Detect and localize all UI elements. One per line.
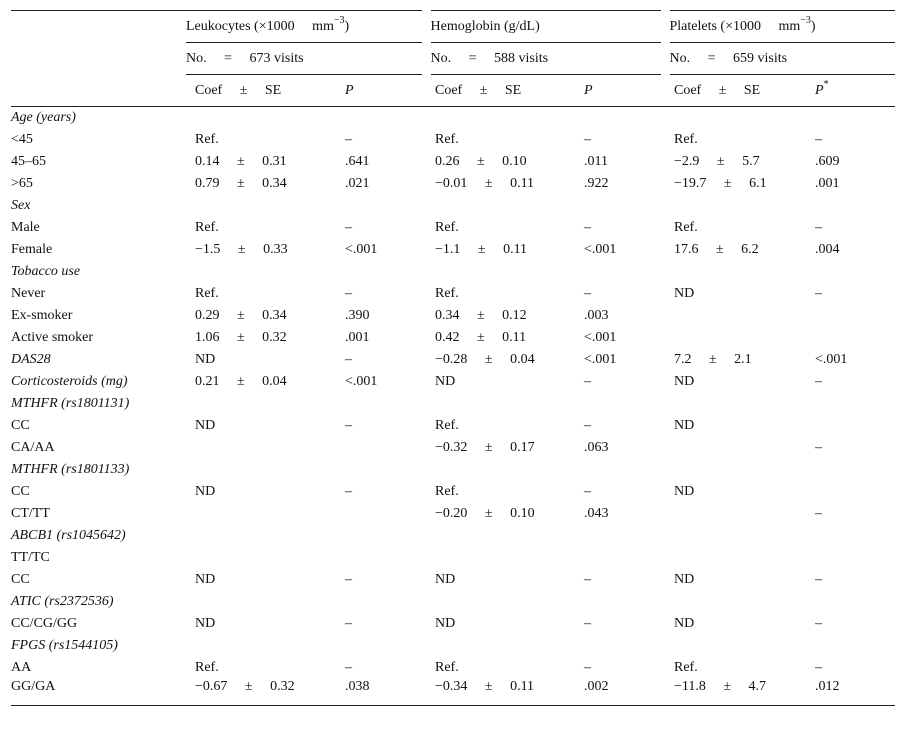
coef-se-cell: Ref.: [195, 660, 219, 675]
group-header-leukocytes: Leukocytes (×1000 $mm^{-3}$): [186, 11, 426, 43]
row-label: CC: [11, 484, 30, 499]
coef-se-cell: Ref.: [435, 286, 459, 301]
p-value-cell: [345, 547, 426, 569]
sample-size-row: [11, 43, 895, 75]
p-value-cell: [815, 195, 895, 217]
coef-se-cell: [186, 635, 345, 657]
coef-se-cell: −19.7 ± 6.1: [674, 176, 767, 191]
coef-se-cell: Ref.: [195, 220, 219, 235]
section-label: Sex: [11, 198, 31, 213]
coef-se-cell: ND: [435, 374, 456, 389]
coef-se-cell: −0.01 ± 0.11: [435, 176, 535, 191]
section-row: [11, 107, 895, 130]
table-row: [11, 481, 895, 503]
p-value-cell: .002: [584, 679, 609, 694]
coef-se-cell: [426, 459, 584, 481]
coef-se-cell: [426, 107, 584, 130]
p-value-cell: <.001: [584, 330, 617, 345]
coef-se-cell: Ref.: [435, 660, 459, 675]
p-value-cell: –: [345, 132, 352, 147]
coef-se-cell: [186, 261, 345, 283]
coef-se-cell: Ref.: [674, 660, 698, 675]
coef-se-cell: ND: [435, 572, 456, 587]
section-label: Corticosteroids (mg): [11, 374, 128, 389]
coef-se-cell: 1.06 ± 0.32: [195, 330, 287, 345]
p-value-cell: –: [584, 616, 591, 631]
table-row: [11, 327, 895, 349]
p-value-cell: .003: [584, 308, 609, 323]
p-value-cell: [815, 459, 895, 481]
p-value-cell: [815, 393, 895, 415]
p-value-cell: –: [815, 572, 822, 587]
p-value-cell: –: [815, 286, 822, 301]
p-value-cell: [584, 591, 665, 613]
p-value-cell: [345, 107, 426, 130]
coef-se-cell: [665, 437, 815, 459]
section-row: [11, 591, 895, 613]
section-row: [11, 635, 895, 657]
p-value-cell: .038: [345, 679, 370, 694]
p-value-cell: [584, 195, 665, 217]
section-row: [11, 195, 895, 217]
p-value-cell: [584, 635, 665, 657]
coef-se-cell: −0.28 ± 0.04: [435, 352, 535, 367]
coef-se-cell: −11.8 ± 4.7: [674, 679, 767, 694]
coef-se-cell: −0.20 ± 0.10: [435, 506, 535, 521]
p-value-cell: [815, 635, 895, 657]
p-value-cell: .021: [345, 176, 370, 191]
p-value-cell: [345, 393, 426, 415]
coef-se-cell: ND: [674, 484, 695, 499]
table-row: [11, 371, 895, 393]
p-star-header: P*: [815, 78, 829, 98]
table-row: [11, 437, 895, 459]
p-value-cell: –: [584, 374, 591, 389]
coef-se-cell: 0.29 ± 0.34: [195, 308, 287, 323]
table-row: [11, 569, 895, 591]
coef-se-cell: 0.42 ± 0.11: [435, 330, 527, 345]
coef-se-cell: [186, 195, 345, 217]
coef-se-cell: −0.67 ± 0.32: [195, 679, 295, 694]
row-label: >65: [11, 176, 33, 191]
section-label: ABCB1 (rs1045642): [11, 528, 126, 543]
coef-se-cell: Ref.: [435, 484, 459, 499]
p-value-cell: .012: [815, 679, 840, 694]
p-value-cell: [815, 415, 895, 437]
p-value-cell: [345, 437, 426, 459]
p-value-cell: [815, 261, 895, 283]
section-label: DAS28: [11, 352, 51, 367]
coef-se-cell: 0.14 ± 0.31: [195, 154, 287, 169]
p-value-cell: [815, 525, 895, 547]
coef-se-cell: [186, 591, 345, 613]
coef-se-cell: [186, 393, 345, 415]
p-value-cell: [345, 525, 426, 547]
section-row: [11, 393, 895, 415]
row-label: Female: [11, 242, 53, 257]
table-row: [11, 129, 895, 151]
coef-se-cell: [186, 547, 345, 569]
p-value-cell: –: [815, 440, 822, 455]
p-value-cell: <.001: [345, 242, 378, 257]
p-value-cell: [815, 591, 895, 613]
p-value-cell: [815, 327, 895, 349]
row-label: TT/TC: [11, 550, 50, 565]
row-label: CA/AA: [11, 440, 55, 455]
coef-se-cell: [186, 459, 345, 481]
row-label: CC: [11, 572, 30, 587]
p-value-cell: [584, 261, 665, 283]
coef-se-cell: [426, 547, 584, 569]
table-row: [11, 657, 895, 679]
group-header-platelets: Platelets (×1000 $mm^{-3}$): [665, 11, 895, 43]
p-value-cell: .390: [345, 308, 370, 323]
p-value-cell: [345, 591, 426, 613]
sample-size-leukocytes: No. = 673 visits: [186, 43, 426, 75]
p-value-cell: –: [815, 506, 822, 521]
p-value-cell: .641: [345, 154, 370, 169]
p-value-cell: –: [584, 418, 591, 433]
p-value-cell: [584, 107, 665, 130]
coef-se-cell: [186, 437, 345, 459]
coef-se-cell: ND: [674, 286, 695, 301]
p-value-cell: .001: [815, 176, 840, 191]
coef-se-header: Coef ± SE: [435, 82, 522, 98]
coef-se-cell: ND: [195, 418, 216, 433]
section-label: Tobacco use: [11, 264, 81, 279]
p-value-cell: –: [815, 220, 822, 235]
p-value-cell: <.001: [584, 352, 617, 367]
coef-se-cell: 7.2 ± 2.1: [674, 352, 752, 367]
p-value-cell: [584, 459, 665, 481]
coef-se-cell: [665, 503, 815, 525]
coef-se-cell: [665, 261, 815, 283]
p-value-cell: [815, 107, 895, 130]
coef-se-cell: [426, 195, 584, 217]
group-header-hemoglobin: Hemoglobin (g/dL): [426, 11, 665, 43]
row-label: <45: [11, 132, 33, 147]
p-value-cell: –: [345, 352, 352, 367]
coef-se-cell: 0.26 ± 0.10: [435, 154, 527, 169]
coef-se-cell: ND: [435, 616, 456, 631]
p-value-cell: –: [345, 220, 352, 235]
coef-se-cell: −1.1 ± 0.11: [435, 242, 528, 257]
p-value-cell: [345, 261, 426, 283]
coef-se-cell: [186, 503, 345, 525]
p-value-cell: [584, 525, 665, 547]
row-label: Ex-smoker: [11, 308, 73, 323]
coef-se-cell: ND: [195, 616, 216, 631]
p-value-cell: –: [345, 616, 352, 631]
regression-table: [11, 10, 895, 706]
row-label: CC/CG/GG: [11, 616, 78, 631]
coef-se-cell: 0.34 ± 0.12: [435, 308, 527, 323]
table-row: [11, 305, 895, 327]
coef-se-cell: −1.5 ± 0.33: [195, 242, 288, 257]
section-row: [11, 261, 895, 283]
row-label: Never: [11, 286, 46, 301]
p-value-cell: .063: [584, 440, 609, 455]
p-value-cell: <.001: [584, 242, 617, 257]
coef-se-cell: Ref.: [195, 286, 219, 301]
coef-se-cell: [665, 459, 815, 481]
row-label: 45–65: [11, 154, 46, 169]
coef-se-cell: −0.34 ± 0.11: [435, 679, 535, 694]
p-value-cell: [815, 547, 895, 569]
row-label: CT/TT: [11, 506, 50, 521]
coef-se-cell: Ref.: [195, 132, 219, 147]
section-row: [11, 525, 895, 547]
section-label: Age (years): [11, 110, 76, 125]
p-value-cell: .043: [584, 506, 609, 521]
p-value-cell: [584, 547, 665, 569]
p-value-cell: –: [345, 286, 352, 301]
coef-se-cell: ND: [195, 484, 216, 499]
coef-se-cell: [665, 327, 815, 349]
table-row: [11, 679, 895, 706]
p-header: P: [345, 82, 354, 98]
coef-se-cell: [426, 525, 584, 547]
coef-se-cell: [186, 525, 345, 547]
p-value-cell: –: [815, 132, 822, 147]
row-label: CC: [11, 418, 30, 433]
table-row: [11, 503, 895, 525]
row-label: Active smoker: [11, 330, 94, 345]
coef-se-header: Coef ± SE: [674, 82, 761, 98]
p-value-cell: –: [584, 286, 591, 301]
p-value-cell: –: [815, 374, 822, 389]
coef-se-cell: [665, 591, 815, 613]
p-value-cell: .922: [584, 176, 609, 191]
coef-se-cell: [426, 261, 584, 283]
section-row: [11, 459, 895, 481]
coef-se-cell: [665, 525, 815, 547]
p-value-cell: –: [584, 220, 591, 235]
p-value-cell: –: [345, 484, 352, 499]
coef-se-cell: Ref.: [435, 220, 459, 235]
p-value-cell: –: [584, 484, 591, 499]
row-label: GG/GA: [11, 679, 56, 694]
table-row: [11, 415, 895, 437]
coef-se-cell: ND: [674, 572, 695, 587]
coef-se-header: Coef ± SE: [195, 82, 282, 98]
p-value-cell: [345, 503, 426, 525]
sample-size-platelets: No. = 659 visits: [665, 43, 895, 75]
row-label: Male: [11, 220, 40, 235]
coef-se-cell: 0.79 ± 0.34: [195, 176, 287, 191]
p-value-cell: <.001: [815, 352, 848, 367]
coef-se-cell: ND: [674, 616, 695, 631]
p-value-cell: <.001: [345, 374, 378, 389]
p-value-cell: [345, 459, 426, 481]
table-body: [11, 107, 895, 706]
section-label: ATIC (rs2372536): [11, 594, 114, 609]
coef-se-cell: ND: [195, 352, 216, 367]
coef-se-cell: Ref.: [674, 220, 698, 235]
p-value-cell: [815, 481, 895, 503]
coef-se-cell: [665, 547, 815, 569]
group-header-row: [11, 11, 895, 43]
p-value-cell: –: [584, 572, 591, 587]
coef-se-cell: [426, 635, 584, 657]
p-value-cell: .609: [815, 154, 840, 169]
coef-se-cell: [665, 393, 815, 415]
coef-se-cell: −2.9 ± 5.7: [674, 154, 760, 169]
p-value-cell: –: [345, 418, 352, 433]
coef-se-cell: ND: [674, 418, 695, 433]
p-value-cell: .001: [345, 330, 370, 345]
section-label: MTHFR (rs1801133): [11, 462, 130, 477]
section-label: FPGS (rs1544105): [11, 638, 118, 653]
stub-header: [11, 11, 186, 43]
p-value-cell: –: [584, 132, 591, 147]
section-label: MTHFR (rs1801131): [11, 396, 130, 411]
p-value-cell: [584, 393, 665, 415]
p-value-cell: .004: [815, 242, 840, 257]
p-value-cell: –: [584, 660, 591, 675]
p-value-cell: –: [345, 660, 352, 675]
coef-se-cell: Ref.: [435, 132, 459, 147]
coef-se-cell: ND: [195, 572, 216, 587]
coef-se-cell: [665, 107, 815, 130]
p-value-cell: –: [345, 572, 352, 587]
table-row: [11, 349, 895, 371]
coef-se-cell: [665, 195, 815, 217]
coef-se-cell: [186, 107, 345, 130]
table-row: [11, 173, 895, 195]
coef-se-cell: [426, 393, 584, 415]
coef-se-cell: 17.6 ± 6.2: [674, 242, 759, 257]
sample-size-hemoglobin: No. = 588 visits: [426, 43, 665, 75]
coef-se-cell: −0.32 ± 0.17: [435, 440, 535, 455]
table-row: [11, 239, 895, 261]
p-value-cell: [345, 635, 426, 657]
coef-se-cell: Ref.: [674, 132, 698, 147]
coef-se-cell: [665, 635, 815, 657]
coef-se-cell: Ref.: [435, 418, 459, 433]
table-row: [11, 613, 895, 635]
table-row: [11, 283, 895, 305]
table-row: [11, 217, 895, 239]
table-row: [11, 547, 895, 569]
coef-se-cell: 0.21 ± 0.04: [195, 374, 287, 389]
table-row: [11, 151, 895, 173]
p-value-cell: –: [815, 616, 822, 631]
p-value-cell: .011: [584, 154, 608, 169]
p-value-cell: [815, 305, 895, 327]
coef-se-cell: ND: [674, 374, 695, 389]
p-header: P: [584, 82, 593, 98]
p-value-cell: –: [815, 660, 822, 675]
coef-se-cell: [665, 305, 815, 327]
column-header-row: [11, 75, 895, 107]
row-label: AA: [11, 660, 32, 675]
coef-se-cell: [426, 591, 584, 613]
p-value-cell: [345, 195, 426, 217]
